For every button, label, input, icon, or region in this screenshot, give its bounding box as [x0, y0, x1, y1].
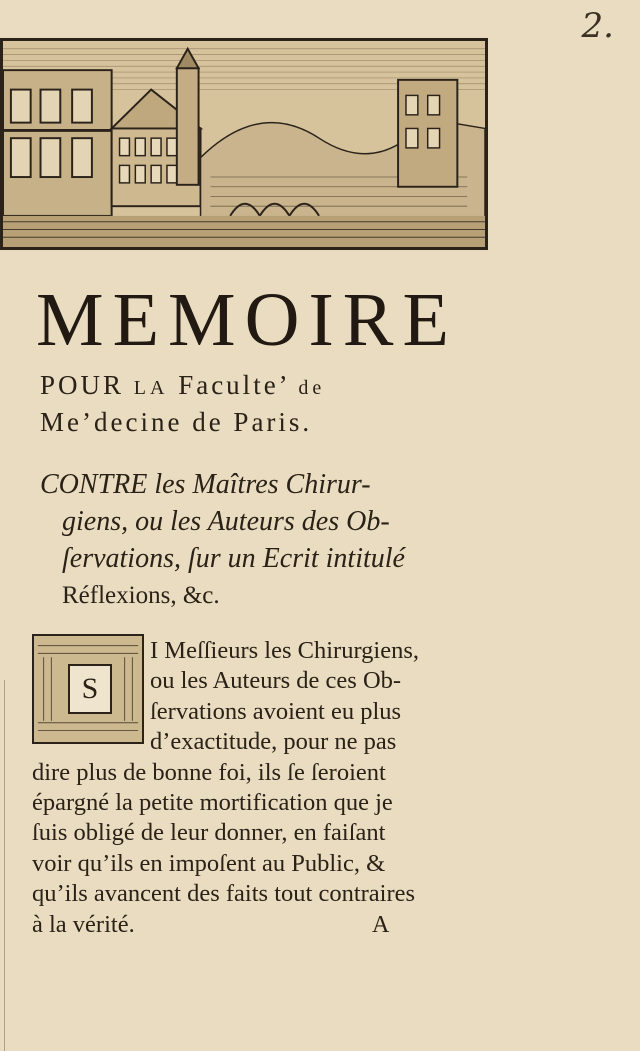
reflexions-line: Réflexions, &c.: [62, 582, 220, 609]
body-line: épargné la petite mortification que je: [32, 789, 393, 817]
medecine-word: Me’decine: [40, 407, 183, 437]
contre-line: CONTRE les Maîtres Chirur-: [40, 469, 371, 500]
pour-word: POUR: [40, 370, 125, 400]
body-line: d’exactitude, pour ne pas: [150, 728, 397, 756]
de-paris-words: de Paris.: [192, 407, 313, 437]
headpiece-engraving: [3, 41, 485, 247]
body-line: à la vérité.: [32, 910, 135, 938]
contre-heading: [40, 466, 470, 614]
body-line: ou les Auteurs de ces Ob-: [150, 667, 402, 695]
de-word: de: [298, 377, 326, 399]
engraved-headpiece-illustration: [0, 38, 488, 250]
body-line: ſuis obligé de leur donner, en faiſant: [32, 819, 386, 847]
body-line: ſervations avoient eu plus: [150, 697, 402, 725]
body-line: I Meſſieurs les Chirurgiens,: [150, 637, 420, 664]
body-paragraph: [32, 636, 462, 940]
body-line: dire plus de bonne foi, ils ſe ſeroient: [32, 758, 386, 786]
pour-la-faculte-heading: [40, 368, 470, 439]
folio-number: 2.: [581, 6, 614, 46]
body-line: qu’ils avancent des faits tout contraires: [32, 880, 416, 908]
contre-line: ſervations, ſur un Ecrit intitulé: [62, 543, 405, 574]
document-title: MEMOIRE: [36, 278, 458, 362]
contre-line: giens, ou les Auteurs des Ob-: [62, 506, 390, 537]
catchword-signature: A: [372, 912, 390, 938]
page-edge-line: [4, 680, 5, 1051]
la-word: LA: [133, 377, 169, 399]
drop-cap-letter: S: [68, 664, 112, 714]
body-line: voir qu’ils en impoſent au Public, &: [32, 849, 386, 877]
faculte-word: Faculte’: [178, 370, 289, 400]
